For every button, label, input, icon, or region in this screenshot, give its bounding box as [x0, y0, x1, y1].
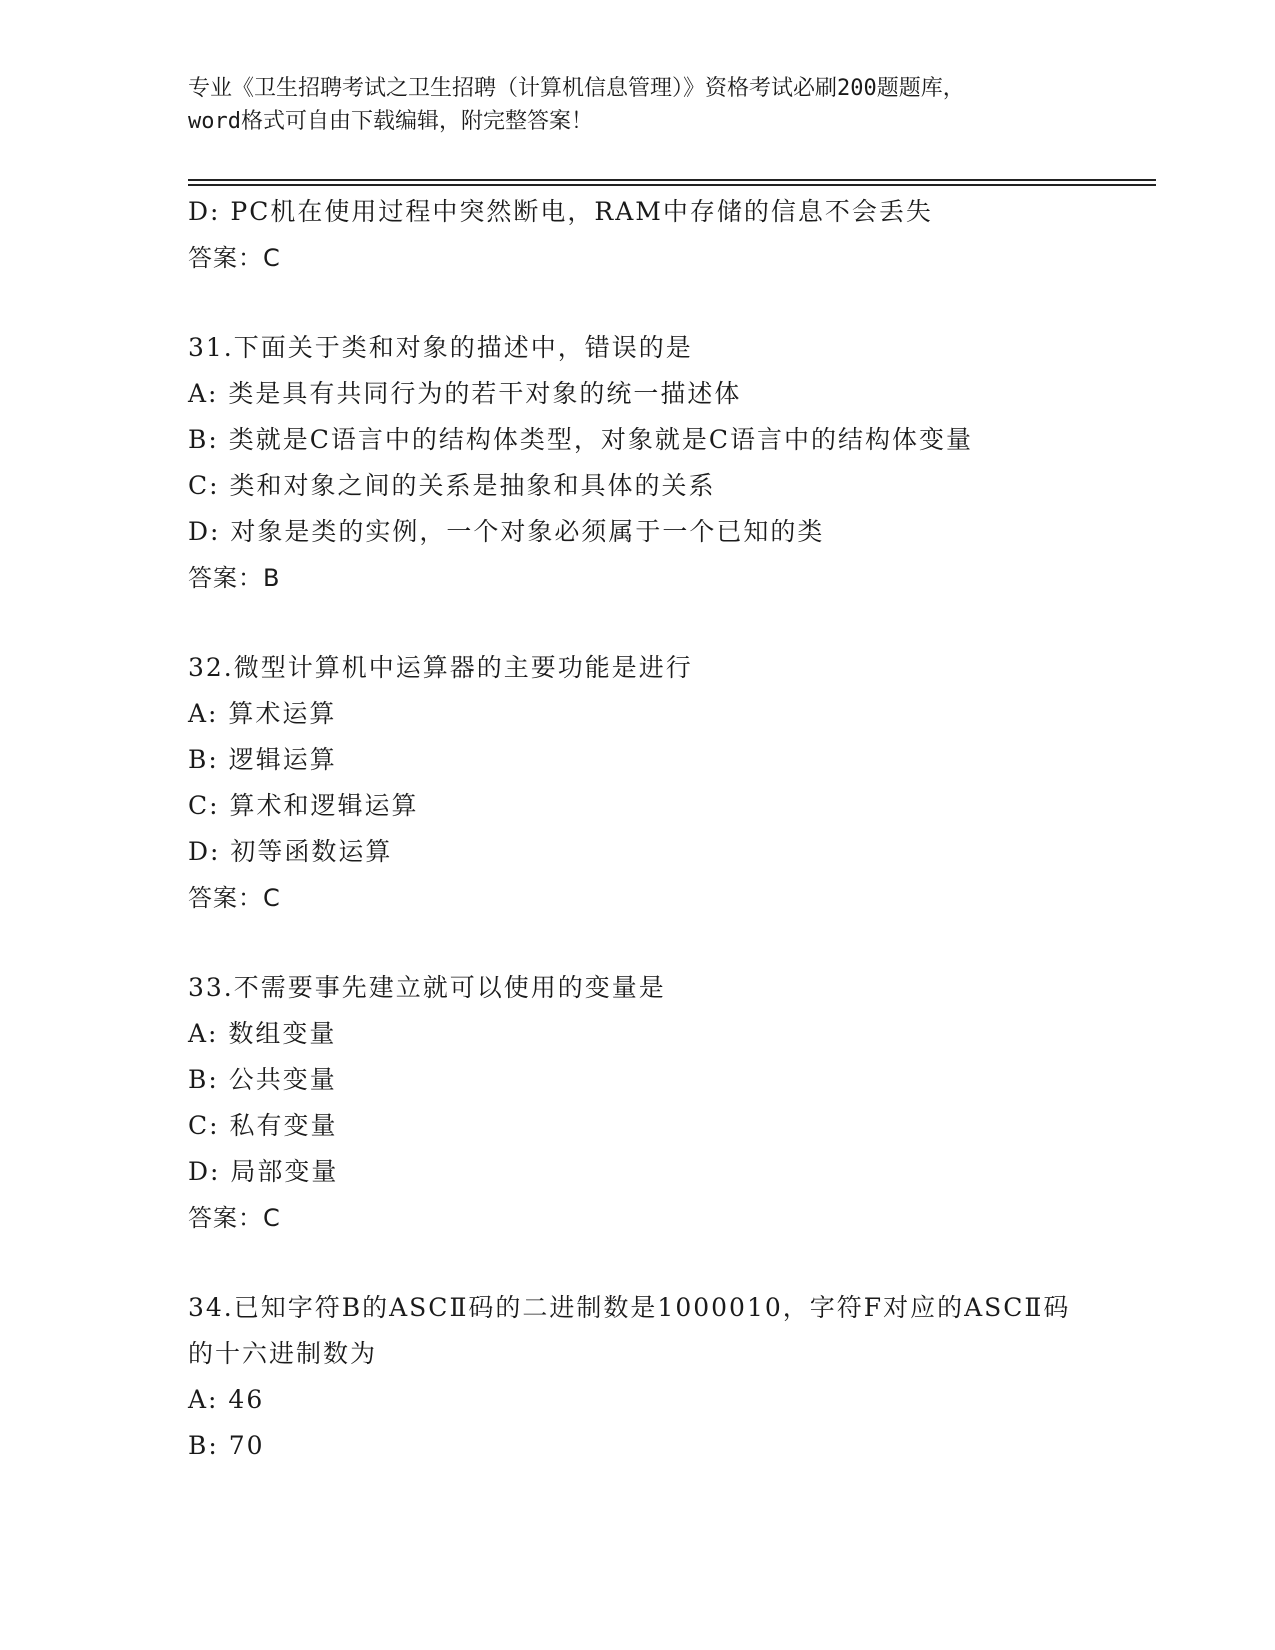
option-a: A: 46: [188, 1385, 265, 1414]
question-list: [188, 189, 1088, 1469]
option-b: B: 逻辑运算: [188, 745, 337, 774]
option-d: D: 对象是类的实例，一个对象必须属于一个已知的类: [188, 517, 825, 546]
option-b: B: 70: [188, 1431, 265, 1460]
answer-line: 答案：C: [188, 884, 281, 912]
question-stem: 34.已知字符B的ASCⅡ码的二进制数是1000010，字符F对应的ASCⅡ码的十六进制数为: [188, 1293, 1071, 1368]
question-34: [188, 1285, 1088, 1469]
option-c: C: 算术和逻辑运算: [188, 791, 419, 820]
answer-line: 答案：B: [188, 564, 281, 592]
header-rule-bottom: [188, 184, 1156, 186]
question-stem: 32.微型计算机中运算器的主要功能是进行: [188, 653, 693, 682]
option-a: A: 算术运算: [188, 699, 337, 728]
answer-line: 答案：C: [188, 244, 281, 272]
option-d: D: 初等函数运算: [188, 837, 393, 866]
header-line-1: 专业《卫生招聘考试之卫生招聘（计算机信息管理）》资格考试必刷200题题库，: [188, 76, 965, 101]
question-stem: 31.下面关于类和对象的描述中，错误的是: [188, 333, 693, 362]
option-d: D: PC机在使用过程中突然断电，RAM中存储的信息不会丢失: [188, 197, 933, 226]
question-32: [188, 645, 1088, 921]
header-rule-top: [188, 179, 1156, 181]
question-33: [188, 965, 1088, 1241]
option-b: B: 公共变量: [188, 1065, 337, 1094]
option-a: A: 数组变量: [188, 1019, 337, 1048]
option-a: A: 类是具有共同行为的若干对象的统一描述体: [188, 379, 742, 408]
option-c: C: 类和对象之间的关系是抽象和具体的关系: [188, 471, 716, 500]
question-31: [188, 325, 1088, 601]
question-stem: 33.不需要事先建立就可以使用的变量是: [188, 973, 666, 1002]
answer-line: 答案：C: [188, 1204, 281, 1232]
option-d: D: 局部变量: [188, 1157, 339, 1186]
option-b: B: 类就是C语言中的结构体类型，对象就是C语言中的结构体变量: [188, 425, 974, 454]
document-header: [188, 72, 1088, 138]
header-line-2: word格式可自由下载编辑，附完整答案！: [188, 109, 593, 134]
option-c: C: 私有变量: [188, 1111, 338, 1140]
